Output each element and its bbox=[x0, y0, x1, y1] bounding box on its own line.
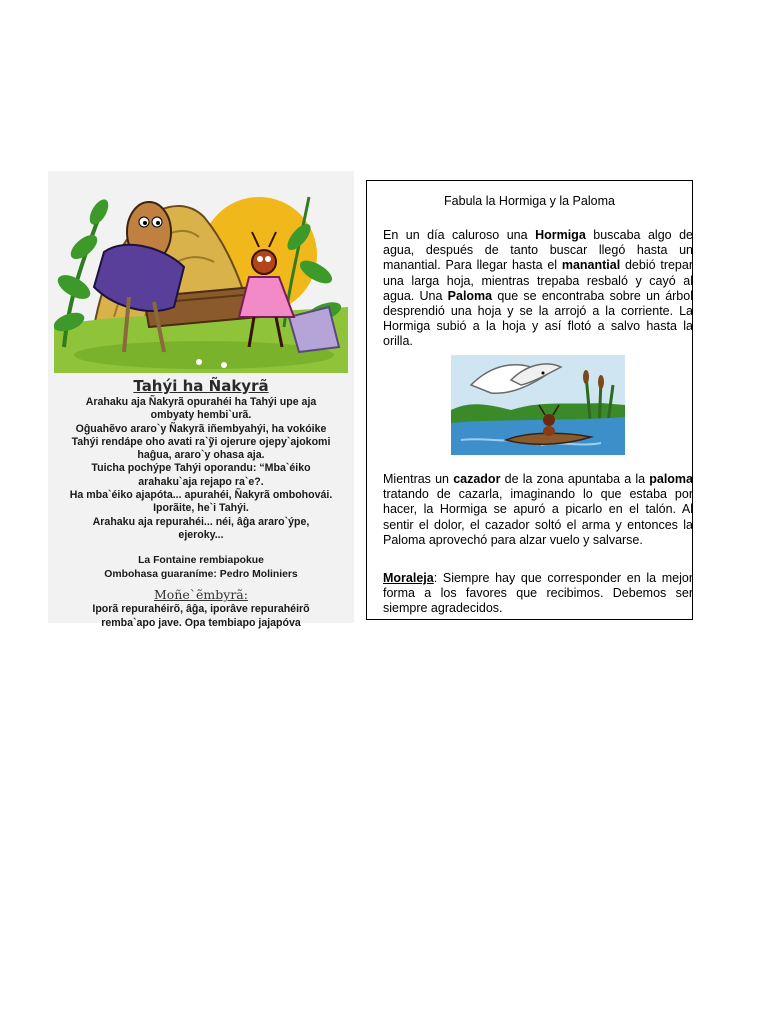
bold-text-run: cazador bbox=[453, 472, 501, 486]
text-run: de la zona apuntaba a la bbox=[500, 472, 650, 486]
moral-title: Moñe`ẽmbyrã: bbox=[154, 587, 248, 603]
bold-text-run: Paloma bbox=[447, 288, 493, 303]
text-run: tratando de cazarla, imaginando lo que estaba por hacer, la Hormiga se apuró a picarlo en el talón. Al sentir el dolor, el cazador soltó el arma y entonces la Paloma aprovechó para alzar vuelo y salvarse. bbox=[383, 487, 693, 547]
moral-line: Iporã repurahéirõ, âĝa, iporâve repurahéirõ bbox=[92, 603, 310, 616]
bold-text-run: Hormiga bbox=[535, 228, 586, 242]
story-line: Tahýi rendápe oho avati ra`ỹi ojerure ojepy`ajokomi bbox=[71, 435, 331, 448]
fable-moral bbox=[383, 571, 693, 617]
story-line: Arahaku aja Ñakyrã opurahéi ha Tahýi upe aja bbox=[85, 396, 317, 408]
story-line: Arahaku aja repurahéi... néi, âĝa araro`ýpe, bbox=[92, 515, 310, 528]
bold-text-run: paloma bbox=[649, 472, 693, 486]
guarani-story-text bbox=[48, 377, 354, 630]
story-line: ejeroky... bbox=[178, 528, 224, 541]
ant-and-snail-illustration bbox=[54, 177, 348, 373]
text-run: buscaba algo de agua, después de tanto buscar llegó hasta un manantial. Para llegar hasta el bbox=[383, 228, 693, 273]
text-run: En un día caluroso una bbox=[383, 228, 536, 242]
fable-title: Fabula la Hormiga y la Paloma bbox=[444, 194, 615, 208]
dove-and-ant-illustration bbox=[451, 355, 625, 455]
story-line: Oĝuahẽvo araro`y Ñakyrã iñembyahýi, ha vokóike bbox=[75, 422, 327, 435]
fable-paragraph-2 bbox=[383, 472, 693, 548]
spanish-fable-panel bbox=[366, 180, 693, 620]
credit-author: La Fontaine rembiapokue bbox=[138, 555, 264, 567]
story-line: haĝua, araro`y ohasa aja. bbox=[137, 449, 265, 462]
story-title: Tahýi ha Ñakyrã bbox=[133, 377, 269, 395]
guarani-story-panel bbox=[48, 171, 354, 629]
text-run: Mientras un bbox=[383, 472, 454, 486]
moral-body bbox=[48, 603, 354, 630]
story-body bbox=[48, 396, 354, 542]
story-line: ombyaty hembi`urã. bbox=[150, 409, 252, 422]
story-line: Iporãite, he`i Tahýi. bbox=[153, 502, 249, 515]
story-line: arahaku`aja rejapo ra`e?. bbox=[138, 475, 264, 488]
text-run: que se encontraba sobre un árbol desprendió una hoja y se la arrojó a la corriente. La Hormiga subió a la hoja y así flotó a salvo hasta la orilla. bbox=[383, 288, 693, 349]
text-run: debió trepar una larga hoja, mientras trepaba resbaló y cayó al agua. Una bbox=[383, 258, 693, 303]
story-line: Tuicha pochýpe Tahýi oporandu: “Mba`éiko bbox=[91, 462, 311, 475]
moral-label: Moraleja bbox=[383, 571, 434, 585]
story-line: Ha mba`éiko ajapóta... apurahéi, Ñakyrã ombohovái. bbox=[69, 489, 333, 502]
moral-text: : Siempre hay que corresponder en la mejor forma a los favores que recibimos. Debemos ser siempre agradecidos. bbox=[383, 571, 693, 616]
fable-paragraph-1 bbox=[383, 228, 693, 350]
bold-text-run: manantial bbox=[561, 258, 621, 273]
credit-translator: Ombohasa guaraníme: Pedro Moliniers bbox=[104, 568, 298, 580]
moral-line: remba`apo jave. Opa tembiapo jajapóva bbox=[101, 616, 301, 629]
